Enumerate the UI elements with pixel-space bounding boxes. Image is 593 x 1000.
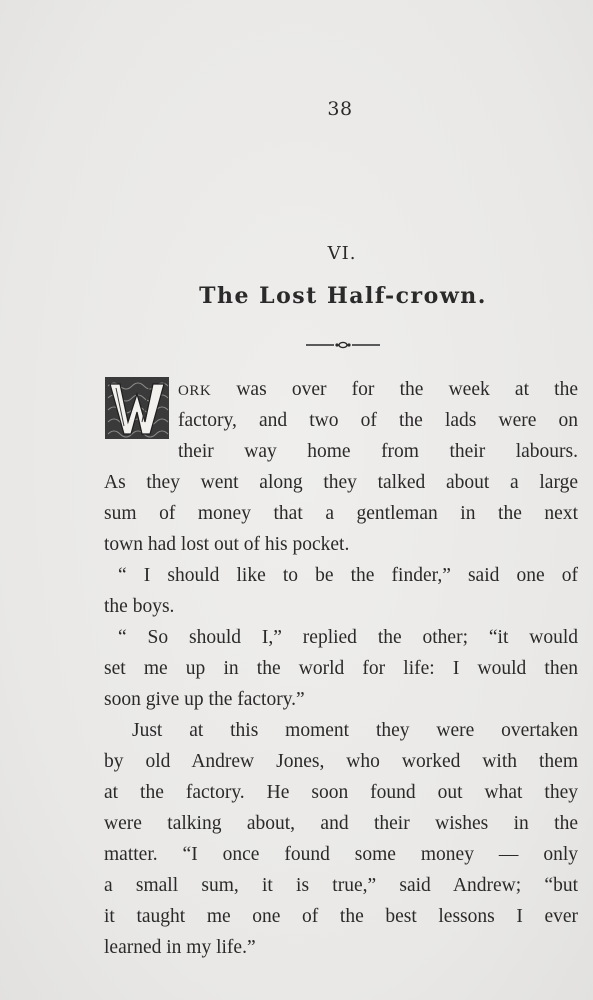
text-line: set me up in the world for life: I would then xyxy=(104,658,578,679)
small-caps-opening: ORK xyxy=(178,383,212,399)
text-line: soon give up the factory.” xyxy=(104,689,305,710)
text-line: by old Andrew Jones, who worked with them xyxy=(104,751,578,772)
ornamental-drop-cap-w-icon xyxy=(104,376,170,440)
text-line: their way home from their labours. xyxy=(178,441,578,462)
text-line: learned in my life.” xyxy=(104,937,256,958)
text-line: a small sum, it is true,” said Andrew; “but xyxy=(104,875,578,896)
chapter-number: VI. xyxy=(327,243,357,264)
text-line: As they went along they talked about a large xyxy=(104,472,578,493)
text-line: it taught me one of the best lessons I ever xyxy=(104,906,578,927)
text-line: town had lost out of his pocket. xyxy=(104,534,350,555)
text-line: sum of money that a gentleman in the next xyxy=(104,503,578,524)
text-line: Just at this moment they were overtaken xyxy=(132,720,578,741)
text-line: matter. “I once found some money — only xyxy=(104,844,578,865)
text-line: at the factory. He soon found out what they xyxy=(104,782,578,803)
text-line: “ So should I,” replied the other; “it would xyxy=(118,627,578,648)
text-line: the boys. xyxy=(104,596,175,617)
ornament-divider-icon xyxy=(306,338,380,352)
text-line: factory, and two of the lads were on xyxy=(178,410,578,431)
text-line: ORK was over for the week at the xyxy=(178,379,578,400)
text-line: “ I should like to be the finder,” said one of xyxy=(118,565,578,586)
page-number: 38 xyxy=(327,98,353,120)
chapter-title: The Lost Half-crown. xyxy=(199,283,487,309)
text-line: were talking about, and their wishes in the xyxy=(104,813,578,834)
